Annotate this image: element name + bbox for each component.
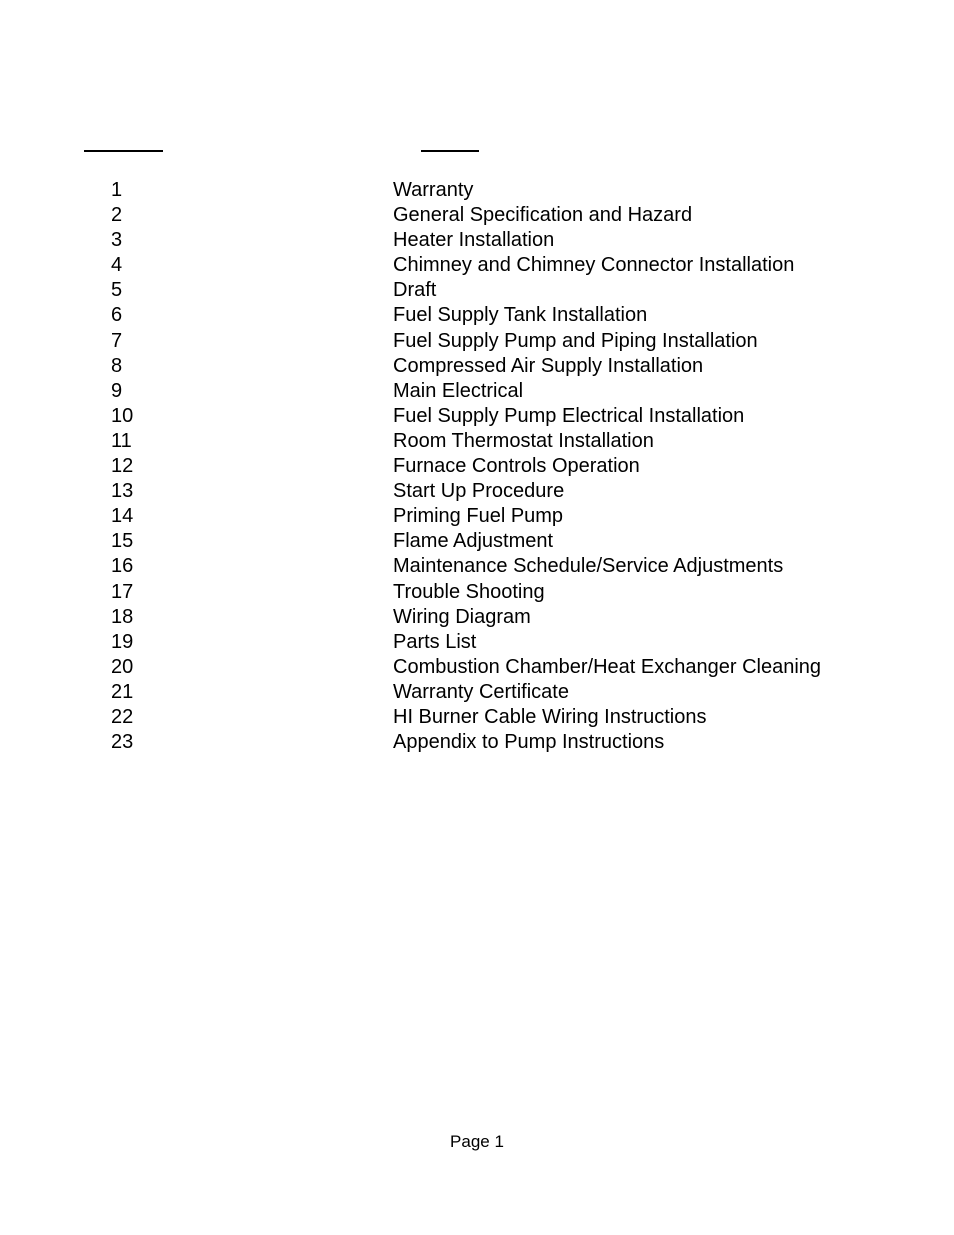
toc-entry-number: 20 <box>111 655 134 678</box>
toc-entry-number: 17 <box>111 580 134 603</box>
toc-entry-number: 11 <box>111 429 132 452</box>
toc-entry-title: Chimney and Chimney Connector Installation <box>393 254 795 277</box>
table-of-contents <box>0 178 954 755</box>
toc-entry <box>0 329 954 354</box>
toc-entry-title: Fuel Supply Pump Electrical Installation <box>393 404 745 427</box>
toc-entry-title: Appendix to Pump Instructions <box>393 731 665 754</box>
toc-entry <box>0 529 954 554</box>
toc-entry-number: 16 <box>111 555 134 578</box>
page-footer <box>0 1131 954 1153</box>
toc-entry-title: Trouble Shooting <box>393 580 545 603</box>
toc-entry <box>0 554 954 579</box>
section-column-header-rule <box>421 150 479 152</box>
toc-entry-number: 19 <box>111 630 134 653</box>
toc-entry-number: 18 <box>111 605 134 628</box>
toc-entry-title: Warranty Certificate <box>393 680 569 703</box>
toc-entry <box>0 379 954 404</box>
toc-entry-title: General Specification and Hazard <box>393 204 693 227</box>
toc-entry <box>0 730 954 755</box>
toc-entry-number: 14 <box>111 505 134 528</box>
page-number: Page 1 <box>450 1132 504 1151</box>
toc-entry <box>0 203 954 228</box>
toc-entry-number: 6 <box>111 304 123 327</box>
toc-entry-number: 10 <box>111 404 134 427</box>
toc-entry <box>0 303 954 328</box>
toc-entry-number: 4 <box>111 254 123 277</box>
toc-entry-title: Fuel Supply Pump and Piping Installation <box>393 329 758 352</box>
toc-entry-title: Warranty <box>393 179 474 201</box>
toc-entry-title: Combustion Chamber/Heat Exchanger Cleaning <box>393 655 822 678</box>
toc-entry-title: Maintenance Schedule/Service Adjustments <box>393 555 784 578</box>
toc-entry-title: Furnace Controls Operation <box>393 455 640 478</box>
toc-entry <box>0 354 954 379</box>
toc-entry <box>0 454 954 479</box>
toc-entry-title: Flame Adjustment <box>393 530 554 553</box>
toc-entry <box>0 178 954 203</box>
toc-entry-title: Main Electrical <box>393 379 524 402</box>
toc-entry <box>0 228 954 253</box>
toc-entry-title: Room Thermostat Installation <box>393 429 654 452</box>
toc-entry-title: Heater Installation <box>393 229 555 252</box>
toc-entry <box>0 680 954 705</box>
toc-entry-number: 9 <box>111 379 123 402</box>
page-column-header-rule <box>84 150 163 152</box>
toc-entry <box>0 630 954 655</box>
toc-entry <box>0 429 954 454</box>
toc-entry <box>0 580 954 605</box>
toc-entry-title: Wiring Diagram <box>393 605 531 628</box>
toc-entry-number: 3 <box>111 229 123 252</box>
toc-entry <box>0 605 954 630</box>
toc-entry <box>0 504 954 529</box>
toc-entry <box>0 705 954 730</box>
toc-entry <box>0 479 954 504</box>
toc-entry-title: Compressed Air Supply Installation <box>393 354 704 377</box>
toc-entry-number: 2 <box>111 204 123 227</box>
toc-entry-number: 13 <box>111 480 134 503</box>
toc-entry-number: 22 <box>111 705 134 728</box>
toc-entry <box>0 655 954 680</box>
toc-entry <box>0 253 954 278</box>
toc-entry-title: HI Burner Cable Wiring Instructions <box>393 705 707 728</box>
toc-entry <box>0 278 954 303</box>
toc-entry-number: 1 <box>111 179 123 201</box>
toc-entry-title: Start Up Procedure <box>393 480 565 503</box>
toc-entry-title: Fuel Supply Tank Installation <box>393 304 648 327</box>
toc-entry-title: Priming Fuel Pump <box>393 505 564 528</box>
toc-entry-number: 23 <box>111 731 134 754</box>
toc-entry-number: 8 <box>111 354 123 377</box>
toc-entry-title: Draft <box>393 279 437 302</box>
toc-entry-title: Parts List <box>393 630 477 653</box>
toc-entry-number: 7 <box>111 329 123 352</box>
toc-entry-number: 12 <box>111 455 134 478</box>
toc-entry <box>0 404 954 429</box>
toc-entry-number: 21 <box>111 680 134 703</box>
toc-entry-number: 15 <box>111 530 134 553</box>
toc-entry-number: 5 <box>111 279 123 302</box>
